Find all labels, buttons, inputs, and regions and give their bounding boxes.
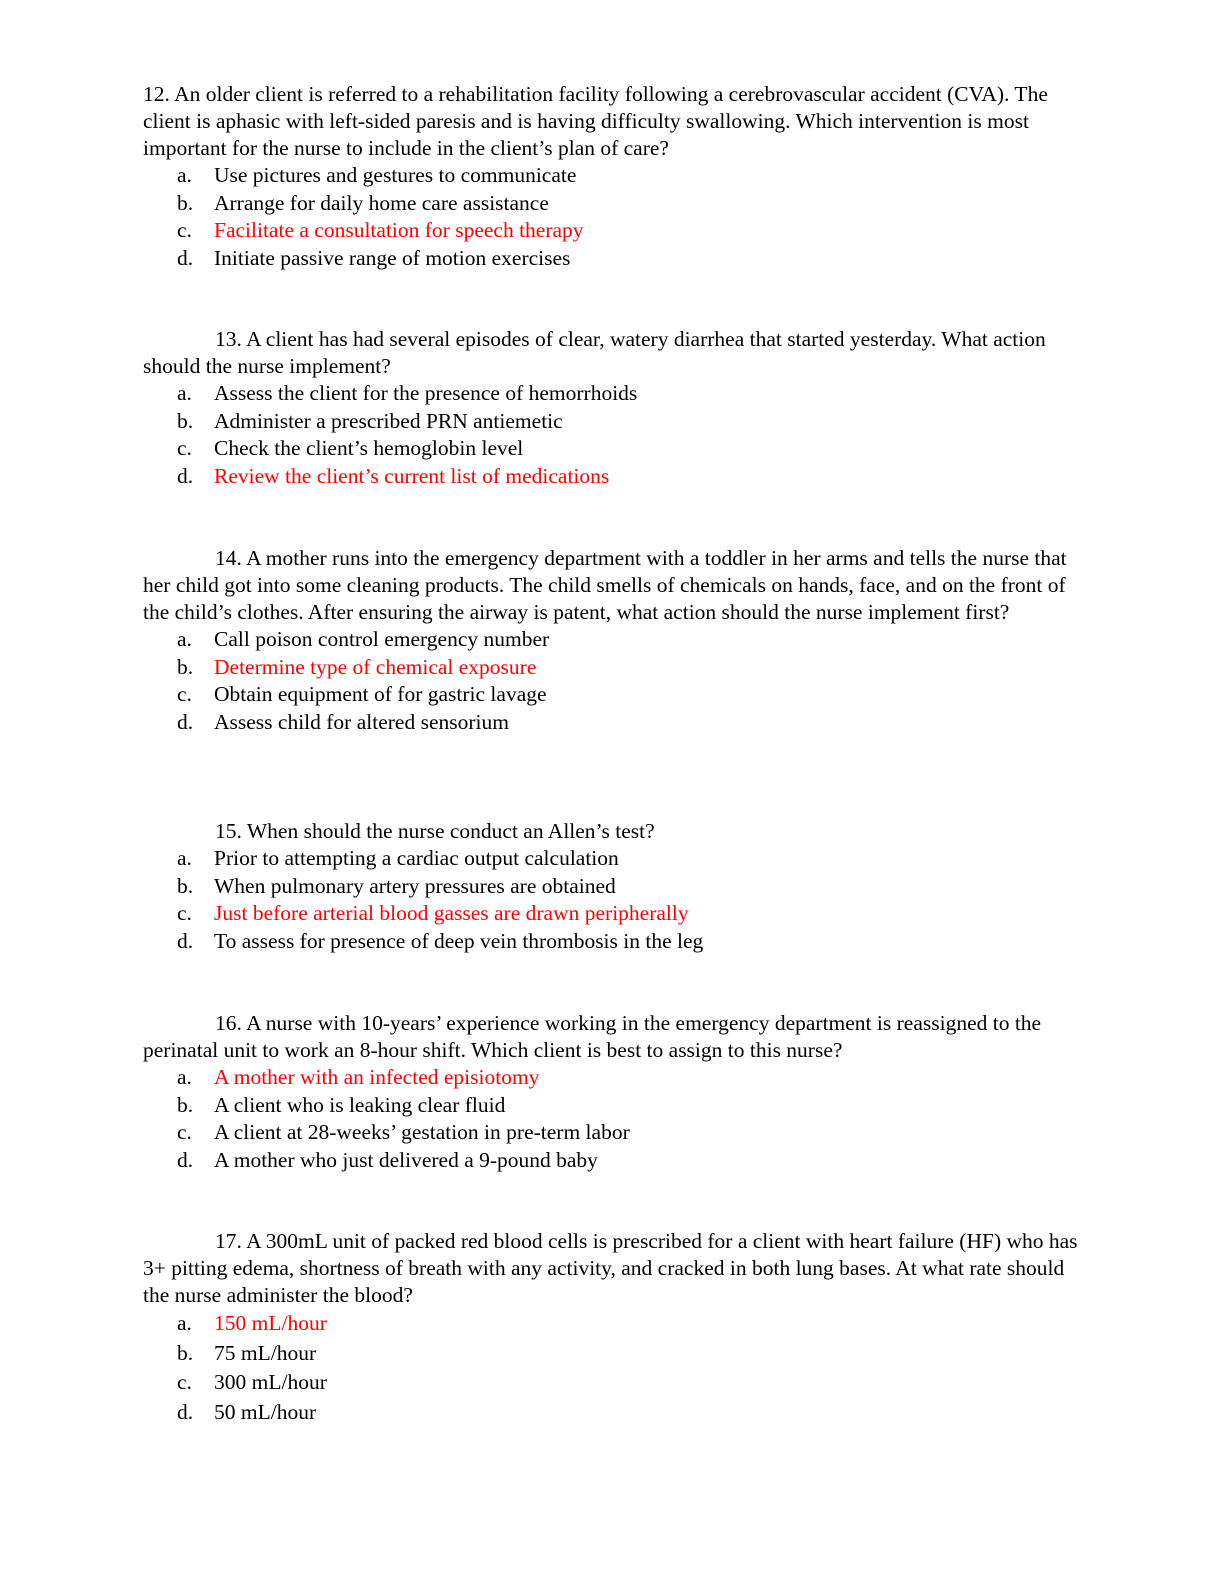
option-d: d. Assess child for altered sensorium xyxy=(177,709,509,734)
question-17 xyxy=(143,1228,1083,1427)
option-text: To assess for presence of deep vein thrombosis in the leg xyxy=(214,928,704,953)
option-text: 75 mL/hour xyxy=(214,1340,317,1365)
answer-options xyxy=(143,1064,1083,1174)
option-b: b. A client who is leaking clear fluid xyxy=(177,1092,506,1117)
option-text: Determine type of chemical exposure xyxy=(214,654,537,679)
option-c: c. A client at 28-weeks’ gestation in pre-term labor xyxy=(177,1120,630,1144)
option-d-correct-answer: d. Review the client’s current list of medications xyxy=(177,463,610,488)
option-text: 300 mL/hour xyxy=(214,1370,327,1394)
option-a: a. Assess the client for the presence of hemorrhoids xyxy=(177,381,638,405)
option-text: Assess child for altered sensorium xyxy=(214,709,509,734)
question-14 xyxy=(143,545,1083,736)
option-text: Just before arterial blood gasses are drawn peripherally xyxy=(214,901,689,925)
answer-options xyxy=(143,626,1083,736)
option-text: Obtain equipment of for gastric lavage xyxy=(214,682,547,706)
option-c-correct-answer: c. Facilitate a consultation for speech therapy xyxy=(177,218,584,242)
answer-options xyxy=(143,162,1083,272)
option-c-correct-answer: c. Just before arterial blood gasses are drawn peripherally xyxy=(177,901,689,925)
option-d: d. Initiate passive range of motion exercises xyxy=(177,245,571,270)
answer-options xyxy=(143,380,1083,490)
option-text: When pulmonary artery pressures are obtained xyxy=(214,873,616,898)
option-text: Initiate passive range of motion exercises xyxy=(214,245,571,270)
answer-options xyxy=(143,845,1083,955)
option-text: Facilitate a consultation for speech therapy xyxy=(214,218,584,242)
option-text: A client at 28-weeks’ gestation in pre-term labor xyxy=(214,1120,630,1144)
question-stem: 12. An older client is referred to a rehabilitation facility following a cerebrovascular accident (CVA). The client is aphasic with left-sided paresis and is having difficulty swallowing. Which intervention is most important for the nurse to include in the client’s plan of care? xyxy=(143,82,1048,160)
option-d: d. 50 mL/hour xyxy=(177,1399,317,1424)
option-b: b. Administer a prescribed PRN antiemetic xyxy=(177,408,563,433)
option-text: Administer a prescribed PRN antiemetic xyxy=(214,408,563,433)
question-stem: 16. A nurse with 10-years’ experience working in the emergency department is reassigned to the perinatal unit to work an 8-hour shift. Which client is best to assign to this nurse? xyxy=(143,1011,1042,1062)
option-b: b. Arrange for daily home care assistance xyxy=(177,190,549,215)
option-text: Prior to attempting a cardiac output calculation xyxy=(214,846,619,870)
option-c: c. Obtain equipment of for gastric lavage xyxy=(177,682,547,706)
option-text: 150 mL/hour xyxy=(214,1311,327,1335)
option-a: a. Use pictures and gestures to communicate xyxy=(177,163,577,187)
question-stem: 17. A 300mL unit of packed red blood cells is prescribed for a client with heart failure (HF) who has 3+ pitting edema, shortness of breath with any activity, and cracked in both lung bases. At what rate should the nurse administer the blood? xyxy=(143,1229,1078,1307)
option-c: c. 300 mL/hour xyxy=(177,1370,327,1394)
question-stem: 15. When should the nurse conduct an Allen’s test? xyxy=(215,819,655,843)
option-text: Review the client’s current list of medications xyxy=(214,463,610,488)
option-a: a. Call poison control emergency number xyxy=(177,627,550,651)
option-text: 50 mL/hour xyxy=(214,1399,317,1424)
option-text: A mother who just delivered a 9-pound baby xyxy=(214,1147,598,1172)
answer-options xyxy=(143,1309,1083,1427)
option-c: c. Check the client’s hemoglobin level xyxy=(177,436,524,460)
option-a: a. Prior to attempting a cardiac output calculation xyxy=(177,846,619,870)
option-text: Use pictures and gestures to communicate xyxy=(214,163,577,187)
option-b: b. When pulmonary artery pressures are obtained xyxy=(177,873,616,898)
question-stem: 13. A client has had several episodes of clear, watery diarrhea that started yesterday. What action should the nurse implement? xyxy=(143,327,1046,378)
option-text: Check the client’s hemoglobin level xyxy=(214,436,524,460)
option-a-correct-answer: a. 150 mL/hour xyxy=(177,1311,327,1335)
option-text: A client who is leaking clear fluid xyxy=(214,1092,506,1117)
option-d: d. A mother who just delivered a 9-pound baby xyxy=(177,1147,598,1172)
option-d: d. To assess for presence of deep vein thrombosis in the leg xyxy=(177,928,704,953)
question-13 xyxy=(143,326,1083,490)
option-text: A mother with an infected episiotomy xyxy=(214,1065,540,1089)
option-text: Assess the client for the presence of hemorrhoids xyxy=(214,381,638,405)
option-a-correct-answer: a. A mother with an infected episiotomy xyxy=(177,1065,540,1089)
question-stem: 14. A mother runs into the emergency department with a toddler in her arms and tells the nurse that her child got into some cleaning products. The child smells of chemicals on hands, face, and on the front of the child’s clothes. After ensuring the airway is patent, what action should the nurse implement first? xyxy=(143,546,1067,624)
option-b: b. 75 mL/hour xyxy=(177,1340,317,1365)
option-text: Arrange for daily home care assistance xyxy=(214,190,549,215)
question-16 xyxy=(143,1010,1083,1174)
option-text: Call poison control emergency number xyxy=(214,627,550,651)
option-b-correct-answer: b. Determine type of chemical exposure xyxy=(177,654,537,679)
question-12 xyxy=(143,81,1083,272)
question-15 xyxy=(143,818,1083,955)
